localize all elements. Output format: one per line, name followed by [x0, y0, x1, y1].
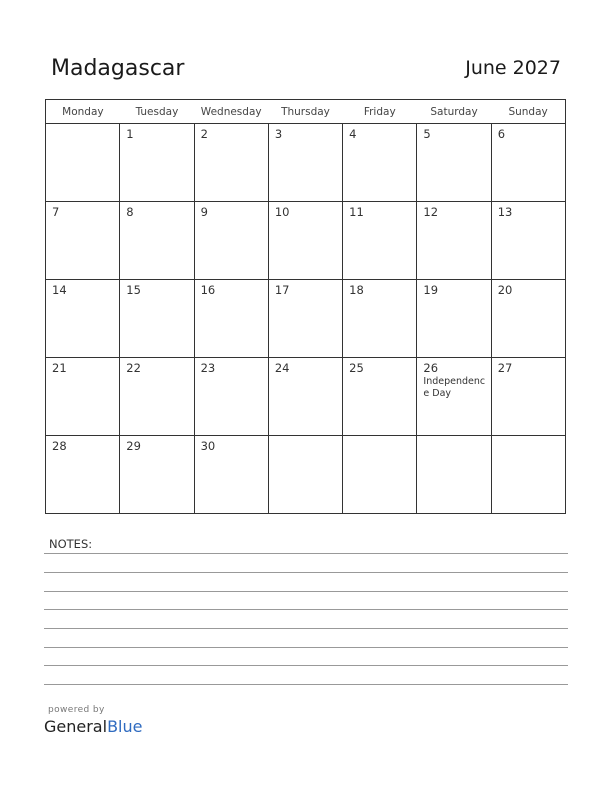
day-number: 27: [497, 361, 513, 375]
weekday-header: Sunday: [491, 100, 565, 124]
day-cell-holiday: [417, 358, 491, 436]
day-number: 20: [497, 283, 513, 297]
day-cell: [268, 436, 342, 514]
note-line: [44, 684, 568, 685]
day-cell: [120, 280, 194, 358]
day-number: 13: [497, 205, 513, 219]
day-cell: [343, 280, 417, 358]
day-number: 5: [423, 127, 431, 141]
day-cell: [417, 436, 491, 514]
day-cell: [417, 124, 491, 202]
day-cell: [194, 358, 268, 436]
day-cell: [46, 124, 120, 202]
day-number: 8: [126, 205, 134, 219]
day-number: 3: [274, 127, 283, 141]
day-cell: [46, 436, 120, 514]
week-row: [46, 436, 566, 514]
day-number: 1: [126, 127, 134, 141]
day-cell: [120, 358, 194, 436]
day-cell: [46, 202, 120, 280]
day-number: 17: [274, 283, 290, 297]
day-cell: [268, 358, 342, 436]
note-line: [44, 591, 568, 592]
note-line: [44, 609, 568, 610]
weekday-header: Friday: [343, 100, 417, 124]
generalblue-logo: [44, 717, 142, 736]
weekday-header: Tuesday: [120, 100, 194, 124]
day-number: 11: [349, 205, 364, 219]
day-cell: [120, 436, 194, 514]
day-cell: [46, 358, 120, 436]
logo-general-text: General: [44, 717, 108, 736]
weekday-header: Thursday: [268, 100, 342, 124]
day-cell: [343, 358, 417, 436]
week-row: [46, 124, 566, 202]
day-number: 2: [200, 127, 208, 141]
day-cell: [417, 280, 491, 358]
weekday-header: Saturday: [417, 100, 491, 124]
day-number: 21: [52, 361, 67, 375]
day-number: 14: [52, 283, 67, 297]
day-number: 19: [423, 283, 439, 297]
holiday-label: Independence Day: [423, 376, 486, 399]
logo-blue-text: Blue: [107, 717, 143, 736]
weekday-header-row: [46, 100, 566, 124]
weekday-header: Monday: [46, 100, 120, 124]
day-cell: [120, 202, 194, 280]
note-line: [44, 647, 568, 648]
weekday-header: Wednesday: [194, 100, 268, 124]
note-line: [44, 572, 568, 573]
day-cell: [343, 436, 417, 514]
day-cell: [491, 124, 565, 202]
week-row: [46, 202, 566, 280]
day-cell: [343, 202, 417, 280]
day-number: 7: [52, 205, 60, 219]
day-number: 24: [274, 361, 290, 375]
calendar-country-title: Madagascar: [51, 56, 185, 81]
day-number: 15: [126, 283, 141, 297]
day-cell: [491, 436, 565, 514]
day-cell: [46, 280, 120, 358]
day-number: 6: [497, 127, 506, 141]
day-cell: [268, 202, 342, 280]
day-cell: [120, 124, 194, 202]
day-number: 23: [200, 361, 216, 375]
note-line: [44, 553, 568, 554]
day-number: 29: [126, 439, 141, 453]
week-row: [46, 358, 566, 436]
day-cell: [491, 358, 565, 436]
day-cell: [268, 280, 342, 358]
day-cell: [417, 202, 491, 280]
day-cell: [194, 202, 268, 280]
day-number: 30: [200, 439, 216, 453]
notes-label: NOTES:: [49, 537, 93, 551]
calendar-month-title: June 2027: [465, 57, 561, 79]
note-line: [44, 665, 568, 666]
day-cell: [343, 124, 417, 202]
day-cell: [268, 124, 342, 202]
note-line: [44, 628, 568, 629]
day-number: 12: [423, 205, 439, 219]
day-number: 18: [349, 283, 364, 297]
day-cell: [491, 202, 565, 280]
day-number: 4: [349, 127, 357, 141]
day-cell: [194, 436, 268, 514]
day-number: 28: [52, 439, 67, 453]
day-cell: [194, 124, 268, 202]
day-number: 25: [349, 361, 364, 375]
calendar-grid: [45, 99, 566, 514]
day-number: 26: [423, 361, 439, 375]
powered-by-text: powered by: [48, 705, 105, 715]
week-row: [46, 280, 566, 358]
day-cell: [194, 280, 268, 358]
day-number: 16: [200, 283, 216, 297]
day-number: 9: [200, 205, 208, 219]
day-cell: [491, 280, 565, 358]
day-number: 22: [126, 361, 141, 375]
day-number: 10: [274, 205, 290, 219]
